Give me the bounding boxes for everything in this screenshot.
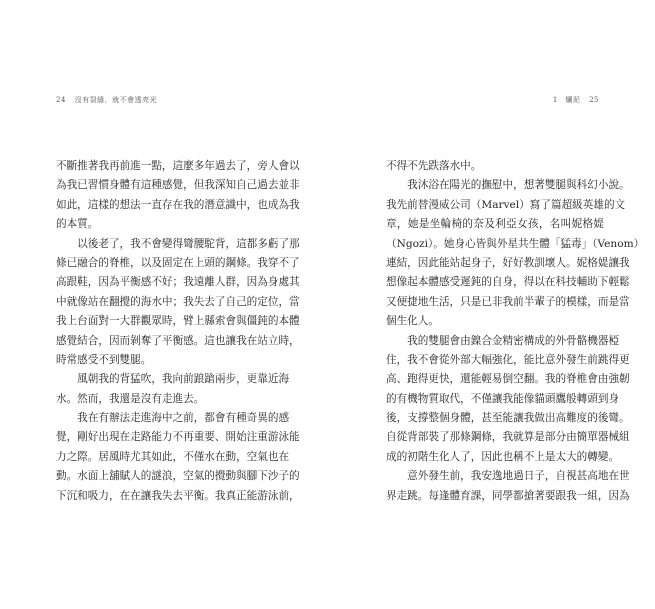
- text-line: 的本質。: [56, 218, 99, 231]
- text-line: 不斷推著我再前進一點，這麼多年過去了，旁人會以: [56, 160, 300, 172]
- text-line: 個生化人。: [386, 315, 439, 328]
- text-line: 我上台面對一大群觀眾時，臂上縣索會與僵鈍的本體: [56, 315, 300, 328]
- text-line: 時常感受不到雙腿。: [56, 353, 152, 366]
- text-line: 的有機物質取代，不僅讓我能像貓頭鷹般轉頭到身: [386, 392, 620, 405]
- left-page: [0, 0, 327, 609]
- right-page-number: 25: [589, 96, 599, 104]
- right-running-title: 1 爛泥: [552, 96, 581, 104]
- text-line: 中就像站在翻攪的海水中；我失去了自己的定位，當: [56, 295, 300, 308]
- text-line: 界走跳。每逢體育課，同學都搶著要跟我一組，因為: [386, 489, 630, 502]
- text-line: 我在有辦法走進海中之前，都會有種奇異的感: [56, 412, 290, 425]
- text-line: 住，我不會從外部大幅強化，能比意外發生前跳得更: [386, 353, 630, 366]
- left-running-header: [56, 95, 157, 105]
- text-line: 如此，這樣的想法一直存在我的潛意識中，也成為我: [56, 198, 300, 211]
- text-line: 後，支撐整個身體，甚至能讓我做出高難度的後彎。: [386, 412, 630, 425]
- text-line: 不得不先跌落水中。: [386, 160, 482, 172]
- text-line: 高跟鞋，因為平衡感不好；我遠離人群，因為身處其: [56, 276, 300, 289]
- text-line: 高、跑得更快，還能輕易倒空翻。我的脊椎會由強韌: [386, 373, 630, 386]
- text-line: 我先前替漫威公司（Marvel）寫了篇超級英雄的文: [386, 198, 626, 211]
- text-line: 覺，剛好出現在走路能力不再重要、開始注重游泳能: [56, 431, 300, 444]
- left-page-number: 24: [56, 96, 66, 104]
- text-line: 意外發生前，我安逸地過日子，自視甚高地在世: [386, 470, 630, 483]
- text-line: 成的初階生化人了，因此也稱不上是太大的轉變。: [386, 450, 620, 463]
- text-line: 力之際。居風時尤其如此，不僅水在動，空氣也在: [56, 450, 290, 463]
- right-body-text: [386, 157, 645, 506]
- left-body-text: [56, 157, 300, 506]
- right-running-header: [553, 95, 599, 105]
- text-line: 想像起本體感受遲鈍的自身，得以在科技輔助下輕鬆: [386, 276, 630, 289]
- text-line: （Ngozi）。她身心皆與外星共生體「猛毒」（Venom）: [386, 237, 645, 250]
- text-line: 我的雙腿會由鎳合金精密構成的外骨骼機器椏: [386, 334, 620, 347]
- text-line: 又便捷地生活，只是已非我前半輩子的模樣，而是當: [386, 295, 630, 308]
- text-line: 條已融合的脊椎，以及固定在上頭的鋼條。我穿不了: [56, 256, 300, 269]
- text-line: 感覺結合，因而剝奪了平衡感。這也讓我在站立時，: [56, 334, 300, 347]
- text-line: 風朝我的背猛吹，我向前踉蹌兩步，更靠近海: [56, 373, 290, 386]
- text-line: 章，她是坐輪椅的奈及利亞女孩，名叫妮格媞: [386, 218, 604, 231]
- text-line: 我沐浴在陽光的撫慰中，想著雙腿與科幻小說。: [386, 179, 630, 192]
- text-line: 動。水面上舖賦人的謎浪，空氣的攪動與腳下沙子的: [56, 470, 300, 483]
- text-line: 下沉和吸力，在在讓我失去平衡。我真正能游泳前，: [56, 489, 300, 502]
- text-line: 連結，因此能站起身子，好好教訓壞人。妮格媞讓我: [386, 256, 630, 269]
- left-running-title: 沒有裂縫，就不會透亮光: [74, 96, 158, 104]
- text-line: 自從背部裝了那條鋼條，我就算是部分由簡單器械組: [386, 431, 630, 444]
- text-line: 為我已習慣身體有這種感覺，但我深知自己過去並非: [56, 179, 300, 192]
- text-line: 水。然而，我還是沒有走進去。: [56, 392, 205, 405]
- text-line: 以後老了，我不會變得彎腰駝背，這都多虧了那: [56, 237, 300, 250]
